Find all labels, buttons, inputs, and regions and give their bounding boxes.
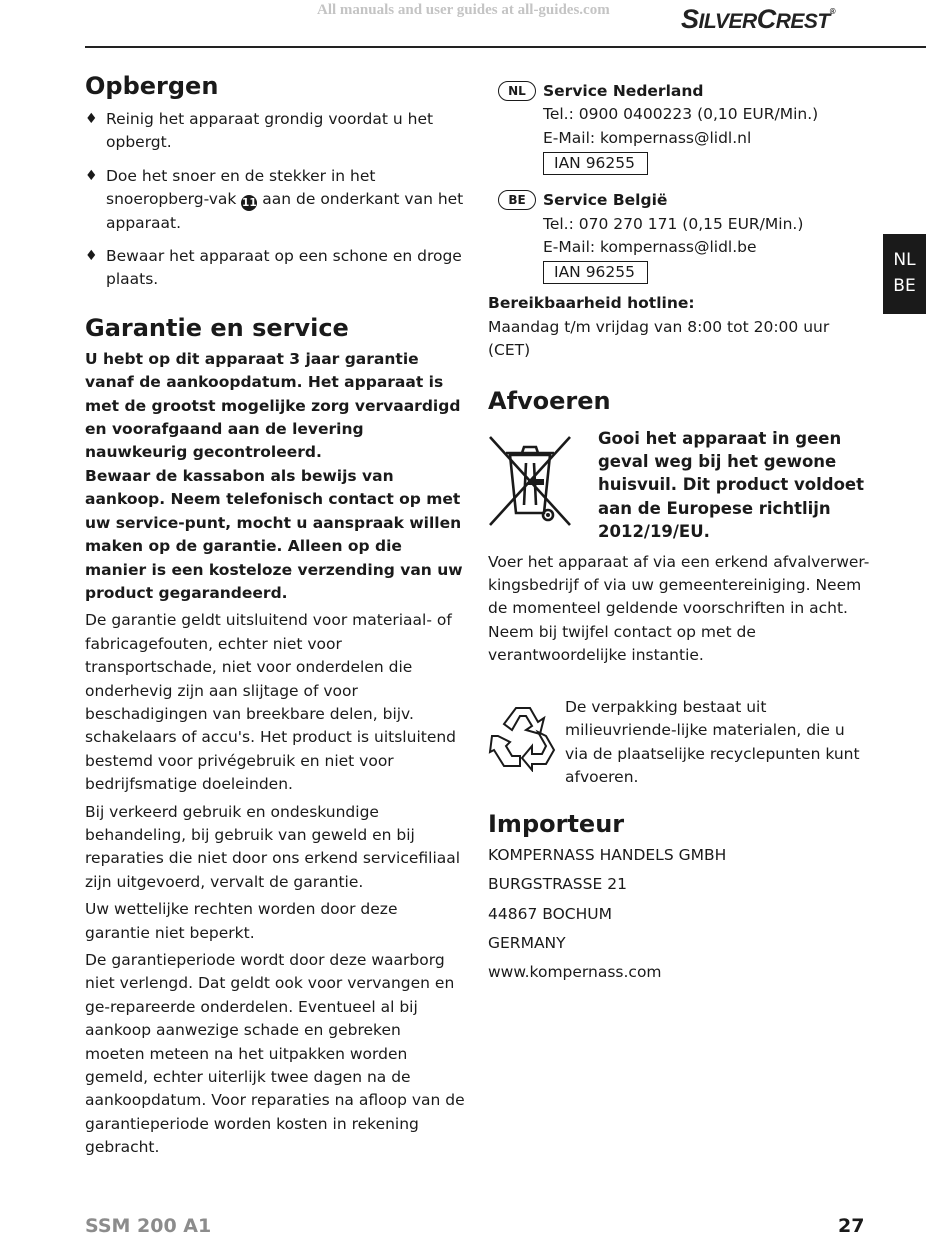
packaging-text <box>565 696 870 790</box>
brand-logo <box>681 4 835 35</box>
heading-afvoeren: Afvoeren <box>488 386 611 415</box>
garantie-paragraph: Uw wettelijke rechten worden door deze garantie niet beperkt. <box>85 900 398 942</box>
bullet-text: Doe het snoer en de stekker in het snoeropberg-vak <box>106 166 376 209</box>
service-phone: Tel.: 0900 0400223 (0,10 EUR/Min.) <box>543 105 819 124</box>
importer-city: 44867 BOCHUM <box>488 904 612 923</box>
garantie-bold-paragraph: U hebt op dit apparaat 3 jaar garantie vanaf de aankoopdatum. Het apparaat is met de grootst mogelijke zorg vervaardigd en voorafgaand aan de levering nauwkeurig gecontroleerd. <box>85 349 461 462</box>
importer-name: KOMPERNASS HANDELS GMBH <box>488 845 727 864</box>
right-column <box>488 80 873 985</box>
list-item <box>85 108 465 155</box>
opbergen-list <box>85 108 465 292</box>
packaging-paragraph: De verpakking bestaat uit milieuvriende-lijke materialen, die u via de plaatselijke recyclepunten kunt afvoeren. <box>565 697 860 786</box>
bullet-text: Bewaar het apparaat op een schone en droge plaats. <box>106 247 462 289</box>
hotline-label: Bereikbaarheid hotline: <box>488 294 695 313</box>
brand-logo-ilver: ILVER <box>698 10 757 33</box>
recycle-notice <box>488 696 873 786</box>
service-belgie <box>488 189 873 284</box>
diamond-bullet-icon: ♦ <box>85 248 98 265</box>
service-email: E-Mail: kompernass@lidl.nl <box>543 128 752 147</box>
disposal-warning-text: Gooi het apparaat in geen geval weg bij het gewone huisvuil. Dit product voldoet aan de Europese richtlijn 2012/19/EU. <box>598 428 865 542</box>
brand-logo-c: C <box>756 4 776 34</box>
diamond-bullet-icon: ♦ <box>85 167 98 184</box>
service-phone: Tel.: 070 270 171 (0,15 EUR/Min.) <box>543 214 804 233</box>
service-title: Service Nederland <box>543 82 704 100</box>
ian-box: IAN 96255 <box>543 152 648 175</box>
language-tab-be: BE <box>893 276 916 296</box>
disposal-paragraph: Voer het apparaat af via een erkend afvalverwer-kingsbedrijf of via uw gemeentereiniging. Neem de momenteel geldende voorschriften in acht. Neem bij twijfel contact op met de verantwoordelijke instantie. <box>488 552 870 665</box>
heading-garantie: Garantie en service <box>85 313 349 342</box>
brand-logo-s: S <box>681 4 699 34</box>
importer-street: BURGSTRASSE 21 <box>488 875 627 894</box>
country-badge-be: BE <box>498 190 536 210</box>
left-column <box>85 70 465 1160</box>
service-nederland <box>488 80 873 175</box>
watermark: All manuals and user guides at all-guides.com <box>317 2 610 18</box>
service-title: Service België <box>543 191 668 210</box>
crossed-out-bin-icon <box>488 433 572 529</box>
recycle-icon <box>488 702 558 772</box>
garantie-bold-paragraph: Bewaar de kassabon als bewijs van aankoop. Neem telefonisch contact op met uw service-punt, mocht u aanspraak willen maken op de garantie. Alleen op die manier is een kosteloze verzending van uw product gegarandeerd. <box>85 466 463 602</box>
disposal-warning <box>488 427 873 542</box>
ian-box: IAN 96255 <box>543 261 648 284</box>
header-rule <box>85 46 926 48</box>
list-item <box>85 165 465 235</box>
list-item <box>85 245 465 292</box>
hotline-hours: Maandag t/m vrijdag van 8:00 tot 20:00 uur (CET) <box>488 317 830 360</box>
footer-model: SSM 200 A1 <box>85 1215 212 1237</box>
diamond-bullet-icon: ♦ <box>85 111 98 127</box>
garantie-paragraph: De garantieperiode wordt door deze waarborg niet verlengd. Dat geldt ook voor vervangen en ge-repareerde onderdelen. Eventueel al bij aankoop aanwezige schade en gebreken moeten meteen na het uitpakken worden gemeld, echter uiterlijk twee dagen na de aankoopdatum. Voor reparaties na afloop van de garantieperiode worden kosten in rekening gebracht. <box>85 951 465 1157</box>
garantie-paragraph: De garantie geldt uitsluitend voor materiaal- of fabricagefouten, echter niet voor transportschade, niet voor onderdelen die onderhevig zijn aan slijtage of voor beschadigingen van breekbare delen, bijv. schakelaars of accu's. Het product is uitsluitend bestemd voor privégebruik en niet voor bedrijfsmatige doeleinden. <box>85 611 457 794</box>
registered-mark: ® <box>829 7 836 16</box>
heading-opbergen: Opbergen <box>85 72 219 100</box>
garantie-paragraph: Bij verkeerd gebruik en ondeskundige behandeling, bij gebruik van geweld en bij reparaties die niet door ons erkend servicefiliaal zijn uitgevoerd, vervalt de garantie. <box>85 802 461 891</box>
bullet-text: aan de onderkant van het apparaat. <box>106 190 464 232</box>
country-badge-nl: NL <box>498 81 536 101</box>
page-number: 27 <box>838 1215 865 1237</box>
heading-importeur: Importeur <box>488 809 625 838</box>
service-email: E-Mail: kompernass@lidl.be <box>543 238 757 257</box>
bullet-text: Reinig het apparaat grondig voordat u het opbergt. <box>106 110 434 152</box>
importer-website: www.kompernass.com <box>488 963 662 982</box>
language-tab <box>883 234 926 314</box>
importer-country: GERMANY <box>488 933 566 952</box>
language-tab-nl: NL <box>893 250 916 270</box>
part-number-badge: 11 <box>242 197 257 210</box>
brand-logo-rest: REST <box>775 10 830 33</box>
